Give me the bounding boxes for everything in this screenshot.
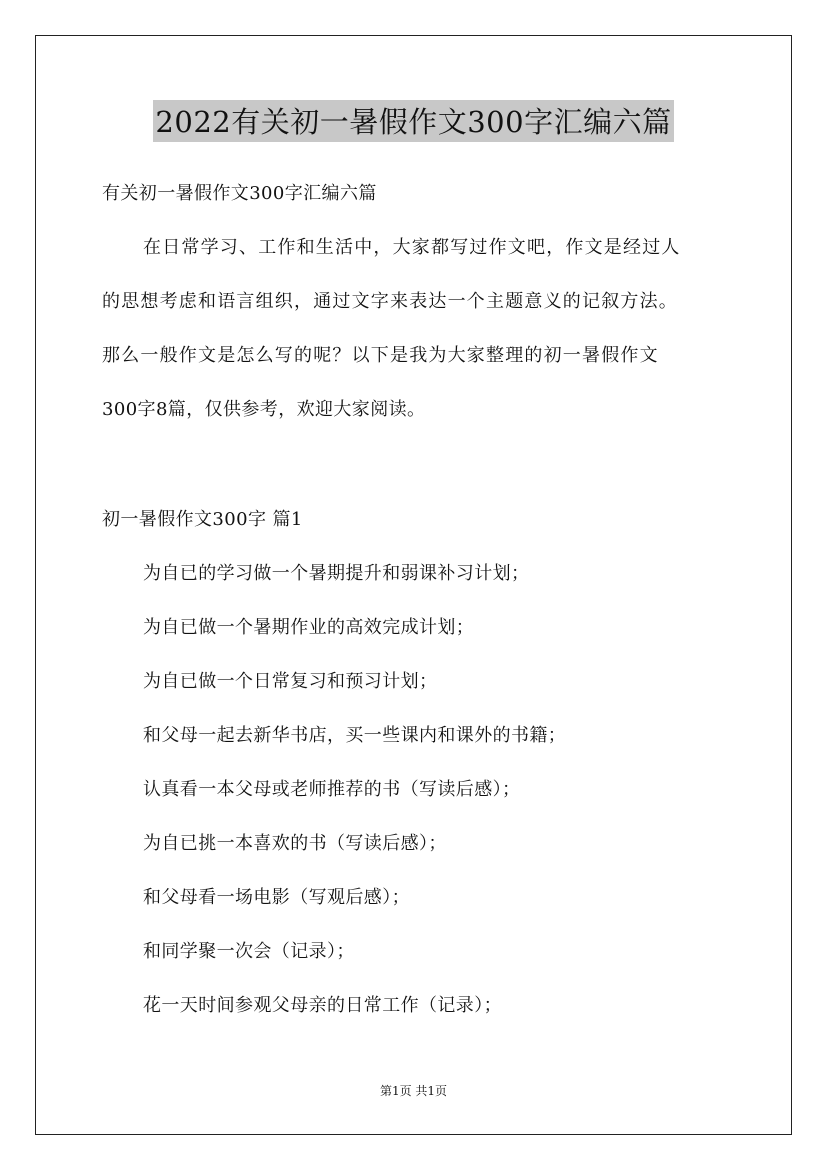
list-item: 认真看一本父母或老师推荐的书（写读后感）； <box>143 779 521 800</box>
section-heading: 初一暑假作文300字 篇1 <box>102 509 303 530</box>
list-item: 和父母一起去新华书店，买一些课内和课外的书籍； <box>143 725 567 746</box>
page-footer: 第1页 共1页 <box>379 1084 448 1098</box>
intro-paragraph-line: 的思想考虑和语言组织，通过文字来表达一个主题意义的记叙方法。 <box>102 291 678 312</box>
intro-paragraph-line: 在日常学习、工作和生活中，大家都写过作文吧，作文是经过人 <box>143 237 681 258</box>
list-item: 和父母看一场电影（写观后感）； <box>143 887 410 908</box>
title-container <box>0 100 827 142</box>
intro-paragraph-line: 那么一般作文是怎么写的呢？以下是我为大家整理的初一暑假作文 <box>102 345 659 366</box>
list-item: 为自已挑一本喜欢的书（写读后感）； <box>143 833 447 854</box>
list-item: 为自已做一个暑期作业的高效完成计划； <box>143 617 475 638</box>
list-item: 为自已做一个日常复习和预习计划； <box>143 671 438 692</box>
intro-paragraph-line: 300字8篇，仅供参考，欢迎大家阅读。 <box>102 399 426 420</box>
list-item: 花一天时间参观父母亲的日常工作（记录）； <box>143 995 502 1016</box>
list-item: 和同学聚一次会（记录）； <box>143 941 355 962</box>
document-subtitle: 有关初一暑假作文300字汇编六篇 <box>102 183 377 204</box>
list-item: 为自已的学习做一个暑期提升和弱课补习计划； <box>143 563 530 584</box>
document-title: 2022有关初一暑假作文300字汇编六篇 <box>153 100 673 142</box>
